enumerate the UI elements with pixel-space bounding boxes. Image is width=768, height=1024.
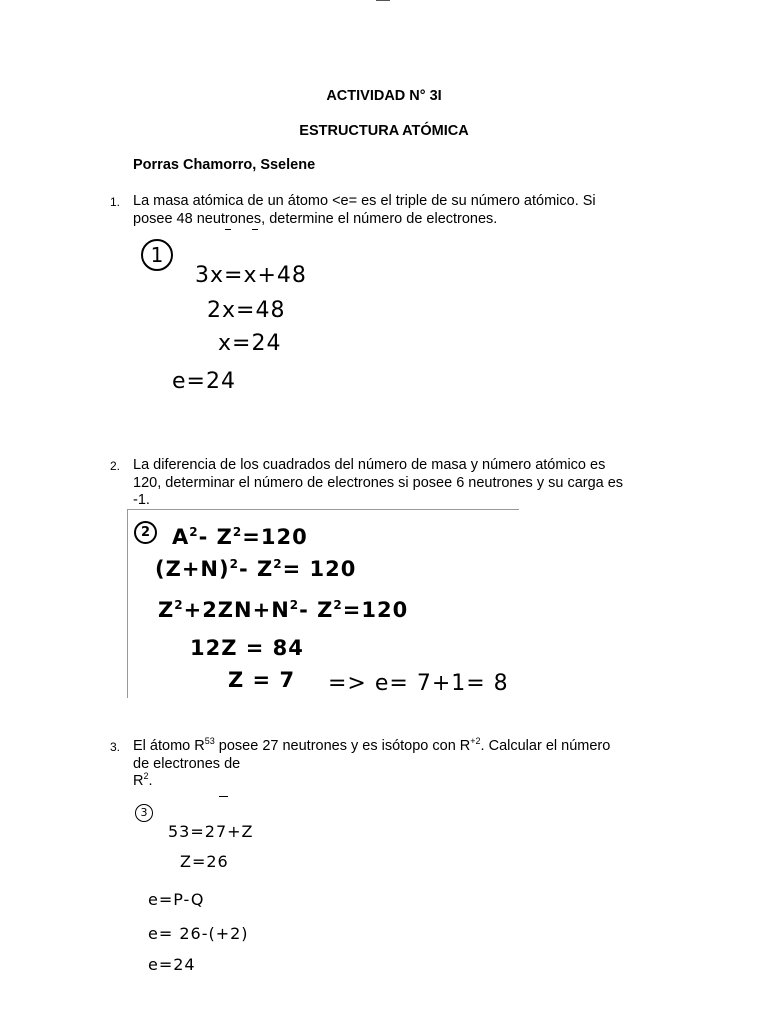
page-title: ACTIVIDAD N° 3I: [326, 88, 442, 104]
mark: [219, 796, 228, 797]
mark: [225, 229, 231, 230]
question-2-number: 2.: [110, 459, 121, 473]
question-1-line-2: posee 48 neutrones, determine el número de electrones.: [133, 210, 498, 227]
answer-2-step: $A^2-$ $Z^2=120$: [172, 525, 308, 549]
answer-2-step: Z = 7: [228, 668, 296, 692]
question-2-line-3: -1.: [133, 492, 150, 508]
question-1-line-1: La masa atómica de un átomo <e= es el triple de su número atómico. Si: [133, 193, 596, 209]
author-name: Porras Chamorro, Sselene: [133, 157, 316, 173]
answer-2-label: 2: [134, 521, 157, 544]
answer-3-step: Z=26: [180, 852, 229, 871]
question-1-number: 1.: [110, 195, 121, 209]
answer-2-result: => e= 7+1= 8: [328, 671, 509, 696]
answer-3-step: 53=27+Z: [168, 822, 254, 841]
answer-1-label: 1: [141, 239, 173, 271]
top-mark: [376, 0, 390, 1]
answer-1-result: e=24: [172, 369, 236, 394]
answer-3-step: e= 26-(+2): [148, 924, 249, 943]
answer-1-step: x=24: [218, 331, 282, 356]
question-3-line-2: de electrones de: [133, 755, 241, 772]
question-3-line-3: $R^2$.: [133, 771, 153, 789]
question-2-line-2: 120, determinar el número de electrones si posee 6 neutrones y su carga es: [133, 474, 624, 491]
question-2-text: [133, 457, 673, 510]
answer-2-step: 12Z = 84: [190, 636, 304, 660]
question-2-line-1: La diferencia de los cuadrados del número de masa y número atómico es: [133, 457, 606, 473]
answer-2-step: $(Z+N)^2-$ $Z^2= 120$: [155, 557, 357, 581]
question-3-text: [133, 738, 673, 791]
answer-2-step: $Z^2+2ZN+N^2-$ $Z^2=120$: [158, 598, 409, 622]
question-3-number: 3.: [110, 740, 121, 754]
question-1-text: [133, 193, 673, 228]
answer-3-label: 3: [135, 804, 153, 822]
answer-3-result: e=24: [148, 955, 196, 974]
answer-3-step: e=P-Q: [148, 890, 205, 909]
question-3-line-1: El átomo $R^{53}$ posee 27 neutrones y es isótopo con $R^{+2}$. Calcular el número: [133, 736, 611, 754]
answer-1-step: 2x=48: [207, 298, 286, 323]
answer-1-step: 3x=x+48: [195, 263, 307, 288]
page-subtitle: ESTRUCTURA ATÓMICA: [299, 123, 469, 139]
mark: [252, 229, 258, 230]
